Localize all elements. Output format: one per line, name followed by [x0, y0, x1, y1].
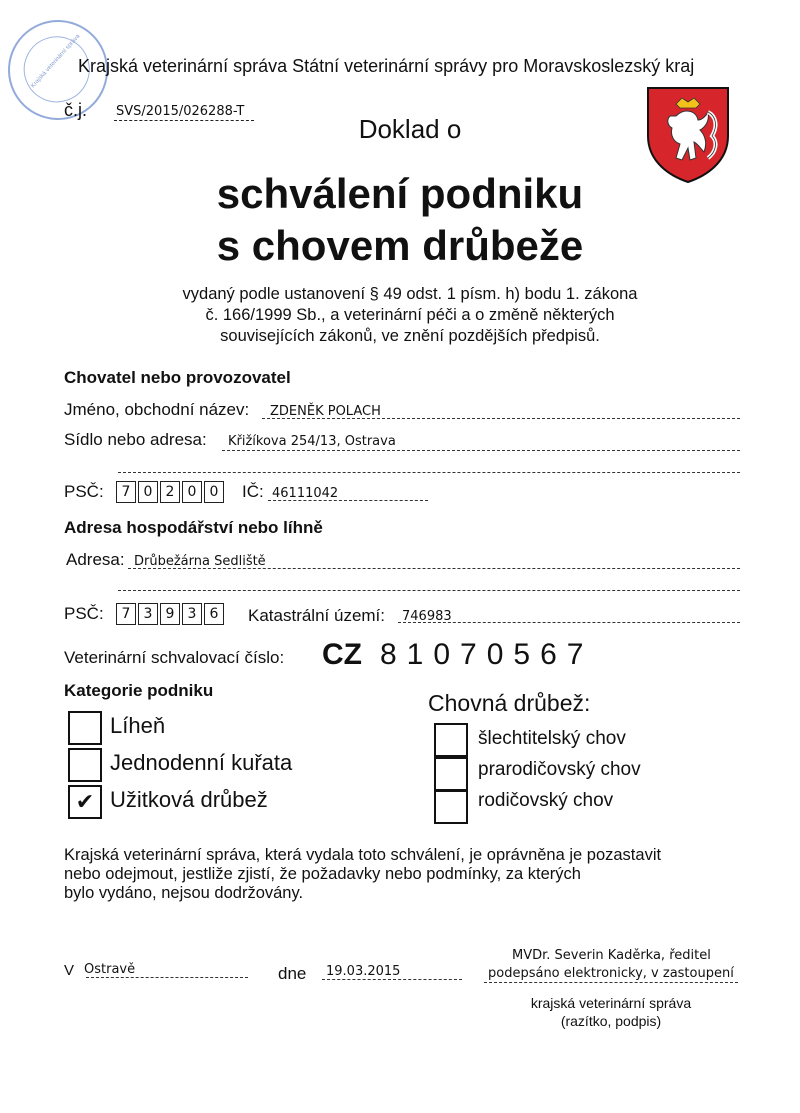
- legal-basis-line-3: souvisejících zákonů, ve znění pozdějších předpisů.: [220, 327, 600, 345]
- farm-address-label: Adresa:: [66, 550, 125, 569]
- ic-label: IČ:: [242, 482, 264, 501]
- ic-dash-line: [268, 500, 428, 501]
- breeder-psc-label: PSČ:: [64, 482, 104, 501]
- category-commercial-label: Užitková drůbež: [110, 787, 268, 812]
- farm-address-value: Drůbežárna Sedliště: [134, 554, 266, 569]
- title-small: Doklad o: [358, 114, 462, 144]
- authority-header: Krajská veterinární správa Státní veterinární správy pro Moravskoslezský kraj: [78, 56, 695, 76]
- name-dash-line: [262, 418, 740, 419]
- signature-caption-line-1: krajská veterinární správa: [530, 995, 692, 1011]
- breeding-title: Chovná drůbež:: [428, 690, 591, 716]
- breeding-parent-label: rodičovský chov: [478, 790, 614, 811]
- category-section-title: Kategorie podniku: [64, 681, 214, 700]
- psc-digit: 7: [116, 481, 136, 503]
- farm-address-dash-line-2: [118, 590, 740, 591]
- cj-value: SVS/2015/026288-T: [116, 104, 245, 119]
- name-label: Jméno, obchodní název:: [64, 400, 250, 419]
- signature-caption-line-2: (razítko, podpis): [560, 1013, 662, 1029]
- breeder-psc-boxes: [116, 481, 226, 503]
- approval-label: Veterinární schvalovací číslo:: [64, 648, 285, 667]
- place-value: Ostravě: [84, 962, 136, 977]
- name-value: ZDENĚK POLACH: [270, 404, 381, 419]
- signed-electronically: podepsáno elektronicky, v zastoupení: [488, 966, 734, 981]
- address-dash-line: [222, 450, 740, 451]
- legal-basis: [140, 284, 680, 347]
- date-label: dne: [278, 964, 307, 983]
- notice-line-2: nebo odejmout, jestliže zjistí, že požadavky nebo podmínky, za kterých: [64, 865, 581, 883]
- psc-digit: 9: [160, 603, 180, 625]
- signature-caption: [484, 994, 738, 1030]
- cj-label: č.j.: [64, 100, 88, 120]
- signer-name: MVDr. Severin Kaděrka, ředitel: [512, 948, 711, 963]
- ic-value: 46111042: [272, 486, 339, 501]
- breeding-grandparent-label: prarodičovský chov: [478, 759, 641, 780]
- category-chicks-label: Jednodenní kuřata: [110, 750, 293, 775]
- approval-number: 81070567: [380, 638, 594, 671]
- address-label: Sídlo nebo adresa:: [64, 430, 207, 449]
- cadastral-dash-line: [398, 622, 740, 623]
- farm-psc-boxes: [116, 603, 226, 625]
- date-value: 19.03.2015: [326, 964, 401, 979]
- breeding-elite-label: šlechtitelský chov: [478, 728, 626, 749]
- place-label: V: [64, 962, 75, 979]
- psc-digit: 3: [182, 603, 202, 625]
- place-dash-line: [86, 977, 248, 978]
- legal-basis-line-2: č. 166/1999 Sb., a veterinární péči a o změně některých: [205, 306, 615, 324]
- notice-text: [64, 846, 661, 903]
- title-line-2: s chovem drůbeže: [216, 222, 584, 269]
- checkbox-hatchery[interactable]: [68, 711, 102, 745]
- cadastral-label: Katastrální území:: [248, 606, 386, 625]
- checkbox-commercial-poultry[interactable]: [68, 785, 102, 819]
- farm-section-title: Adresa hospodářství nebo líhně: [64, 518, 323, 537]
- cadastral-value: 746983: [402, 609, 452, 624]
- check-mark-icon: ✔: [75, 789, 95, 814]
- checkbox-day-old-chicks[interactable]: [68, 748, 102, 782]
- checkbox-grandparent-breeding[interactable]: [434, 757, 468, 791]
- psc-digit: 2: [160, 481, 180, 503]
- notice-line-3: bylo vydáno, nejsou dodržovány.: [64, 884, 304, 902]
- psc-digit: 3: [138, 603, 158, 625]
- psc-digit: 0: [138, 481, 158, 503]
- psc-digit: 6: [204, 603, 224, 625]
- checkbox-parent-breeding[interactable]: [434, 790, 468, 824]
- psc-digit: 0: [182, 481, 202, 503]
- notice-line-1: Krajská veterinární správa, která vydala toto schválení, je oprávněna je pozastavit: [64, 846, 662, 864]
- signature-dash-line: [484, 982, 738, 983]
- psc-digit: 0: [204, 481, 224, 503]
- farm-psc-label: PSČ:: [64, 604, 104, 623]
- date-dash-line: [322, 979, 462, 980]
- category-hatchery-label: Líheň: [110, 713, 166, 738]
- address-dash-line-2: [118, 472, 740, 473]
- legal-basis-line-1: vydaný podle ustanovení § 49 odst. 1 písm. h) bodu 1. zákona: [182, 285, 638, 303]
- breeder-section-title: Chovatel nebo provozovatel: [64, 368, 291, 387]
- checkbox-elite-breeding[interactable]: [434, 723, 468, 757]
- psc-digit: 7: [116, 603, 136, 625]
- address-value: Křižíkova 254/13, Ostrava: [228, 434, 396, 449]
- farm-address-dash-line: [128, 568, 740, 569]
- title-line-1: schválení podniku: [216, 170, 584, 217]
- stamp-text: Krajská veterinární správa: [30, 33, 82, 90]
- approval-prefix: CZ: [322, 638, 362, 671]
